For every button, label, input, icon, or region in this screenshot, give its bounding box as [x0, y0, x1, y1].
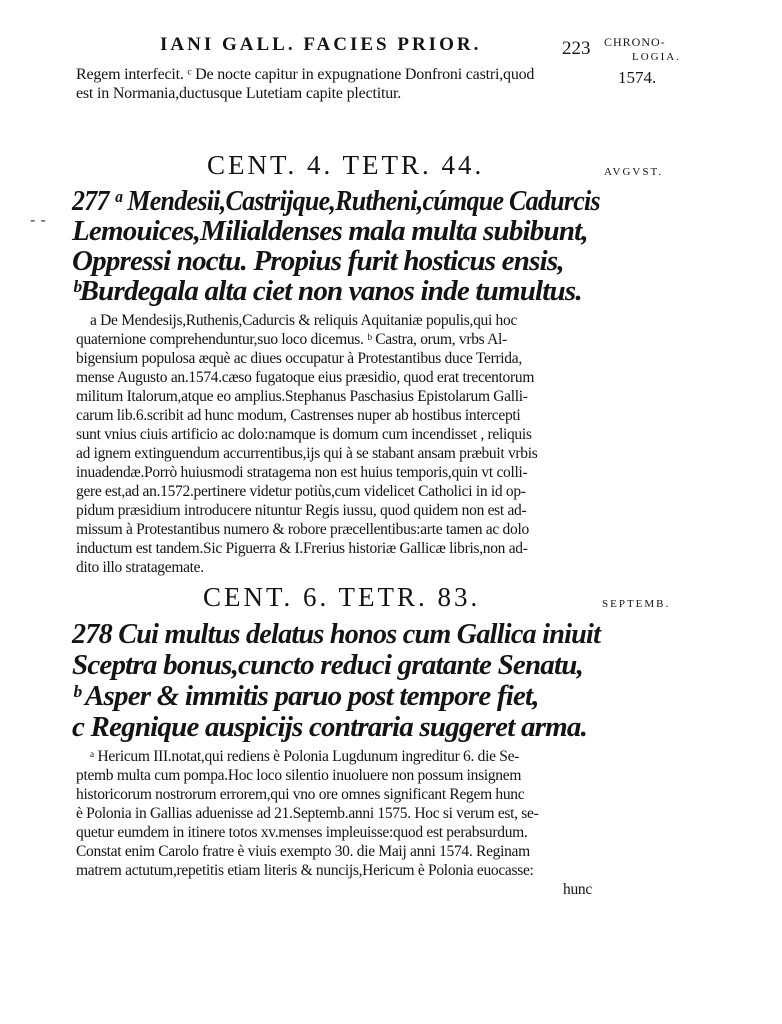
margin-year: 1574. [618, 68, 657, 87]
note-line: ptemb multa cum pompa.Hoc loco silentio inuoluere non possum insignem [76, 767, 522, 784]
verse-line: Lemouices,Milialdenses mala multa subibunt, [72, 215, 588, 247]
note-line: pidum præsidium introducere nituntur Regis iussu, quod quidem non est ad- [76, 502, 527, 519]
intro-line: est in Normania,ductusque Lutetiam capite plectitur. [76, 85, 402, 102]
note-line: dito illo stratagemate. [76, 559, 204, 576]
verse-line: ᵇBurdegala alta ciet non vanos inde tumultus. [72, 275, 582, 307]
note-line: Constat enim Carolo fratre è viuis exempto 30. die Maij anni 1574. Reginam [76, 843, 530, 860]
running-title: IANI GALL. FACIES PRIOR. [160, 34, 482, 55]
note-line: inductum est tandem.Sic Piguerra & I.Frerius historiæ Gallicæ libris,non ad- [76, 540, 528, 557]
note-line: matrem actutum,repetitis etiam literis & nuncijs,Hericum è Polonia euocasse: [76, 862, 534, 879]
note-line: a De Mendesijs,Ruthenis,Cadurcis & reliquis Aquitaniæ populis,qui hoc [90, 312, 518, 329]
catchword: hunc [563, 881, 592, 898]
verse-line: Oppressi noctu. Propius furit hosticus ensis, [72, 245, 564, 277]
margin-dash: - - [30, 210, 46, 229]
note-line: militum Italorum,atque eo amplius.Stephanus Paschasius Epistolarum Galli- [76, 388, 528, 405]
note-line: carum lib.6.scribit ad hunc modum, Castrenses nuper ab hostibus intercepti [76, 407, 521, 424]
note-line: mense Augusto an.1574.cæso fugatoque eius præsidio, quod erat trecentorum [76, 369, 535, 386]
note-line: bigensium populosa æquè ac diues occupatur à Protestantibus duce Terrida, [76, 350, 522, 367]
note-line: ᵃ Hericum III.notat,qui rediens è Polonia Lugdunum ingreditur 6. die Se- [90, 748, 520, 765]
page-number: 223 [562, 38, 591, 59]
note-line: quetur eumdem in itinere totos xv.menses impleuisse:quod est perabsurdum. [76, 824, 528, 841]
note-line: ad ignem extinguendum accurrentibus,ijs qui à se stabant ansam præbuit vrbis [76, 445, 538, 462]
note-line: sunt vnius ciuis artificio ac dolo:namque is domum cum incendisset , reliquis [76, 426, 532, 443]
section-heading: CENT. 4. TETR. 44. [207, 150, 485, 180]
section-heading: CENT. 6. TETR. 83. [203, 582, 481, 612]
note-line: inuadendæ.Porrò huiusmodi stratagema non est huius temporis,quin vt colli- [76, 464, 528, 481]
margin-chronologia-line1: CHRONO- [604, 35, 666, 49]
note-line: quaternione comprehenduntur,suo loco dicemus. ᵇ Castra, orum, vrbs Al- [76, 331, 507, 348]
verse-line: Sceptra bonus,cuncto reduci gratante Senatu, [72, 649, 584, 681]
section-month: SEPTEMB. [602, 598, 671, 610]
verse-line: 278 Cui multus delatus honos cum Gallica iniuit [72, 618, 601, 650]
margin-chronologia-line2: LOGIA. [632, 51, 681, 63]
verse-line: ᵇ Asper & immitis paruo post tempore fiet, [72, 680, 539, 712]
note-line: missum à Protestantibus numero & robore præcellentibus:arte tamen ac dolo [76, 521, 529, 538]
note-line: gere est,ad an.1572.pertinere videtur potiùs,cum videlicet Catholici in id op- [76, 483, 526, 500]
verse-line: 277 ᵃ Mendesii,Castrijque,Rutheni,cúmque Cadurcis [72, 185, 600, 217]
verse-line: c Regnique auspicijs contraria suggeret arma. [72, 711, 588, 743]
note-line: historicorum nostrorum errorem,qui vno ore omnes significant Regem hunc [76, 786, 525, 803]
intro-line: Regem interfecit. ᶜ De nocte capitur in expugnatione Donfroni castri,quod [76, 66, 535, 83]
section-month: AVGVST. [604, 166, 664, 178]
note-line: è Polonia in Gallias aduenisse ad 21.Septemb.anni 1575. Hoc si verum est, se- [76, 805, 539, 822]
